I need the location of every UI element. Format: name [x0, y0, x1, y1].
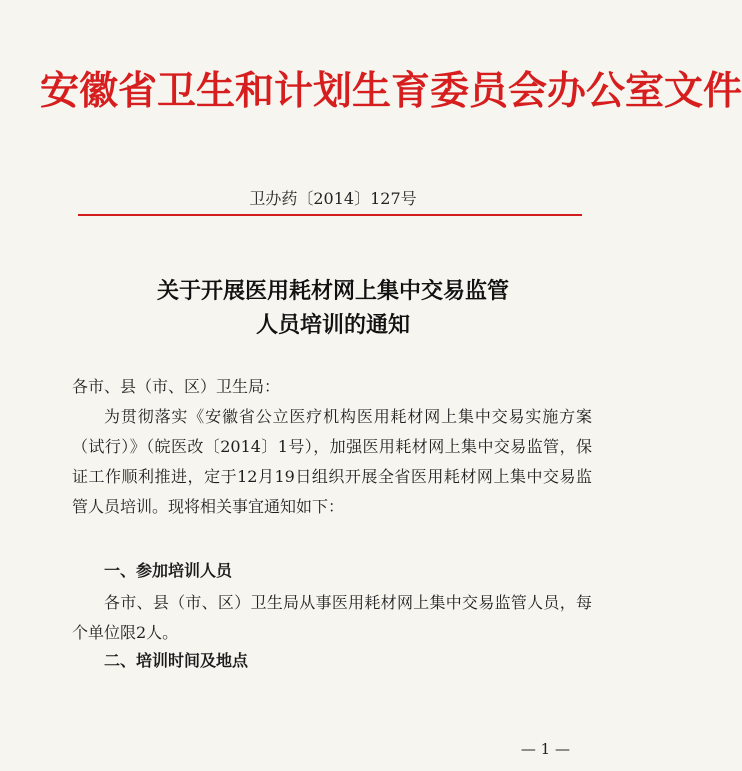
notice-title-line-1: 关于开展医用耗材网上集中交易监管 — [156, 278, 509, 304]
paragraph-intro: 为贯彻落实《安徽省公立医疗机构医用耗材网上集中交易实施方案（试行）》（皖医改〔2014〕1号），加强医用耗材网上集中交易监管，保证工作顺利推进，定于12月19日组织开展全省医用耗材网上集中交易监管人员培训。现将相关事宜通知如下： — [72, 407, 592, 516]
red-divider-rule — [78, 214, 582, 216]
document-number: 卫办药〔2014〕127号 — [249, 189, 417, 208]
page-number: — 1 — — [520, 740, 570, 758]
masthead-title: 安徽省卫生和计划生育委员会办公室文件 — [40, 68, 742, 114]
paragraph-participants: 各市、县（市、区）卫生局从事医用耗材网上集中交易监管人员，每个单位限2人。 — [72, 593, 592, 642]
section-heading-time-place: 二、培训时间及地点 — [104, 651, 249, 670]
section-heading-participants: 一、参加培训人员 — [104, 561, 233, 580]
salutation: 各市、县（市、区）卫生局： — [72, 377, 281, 396]
notice-title-line-2: 人员培训的通知 — [255, 312, 410, 338]
